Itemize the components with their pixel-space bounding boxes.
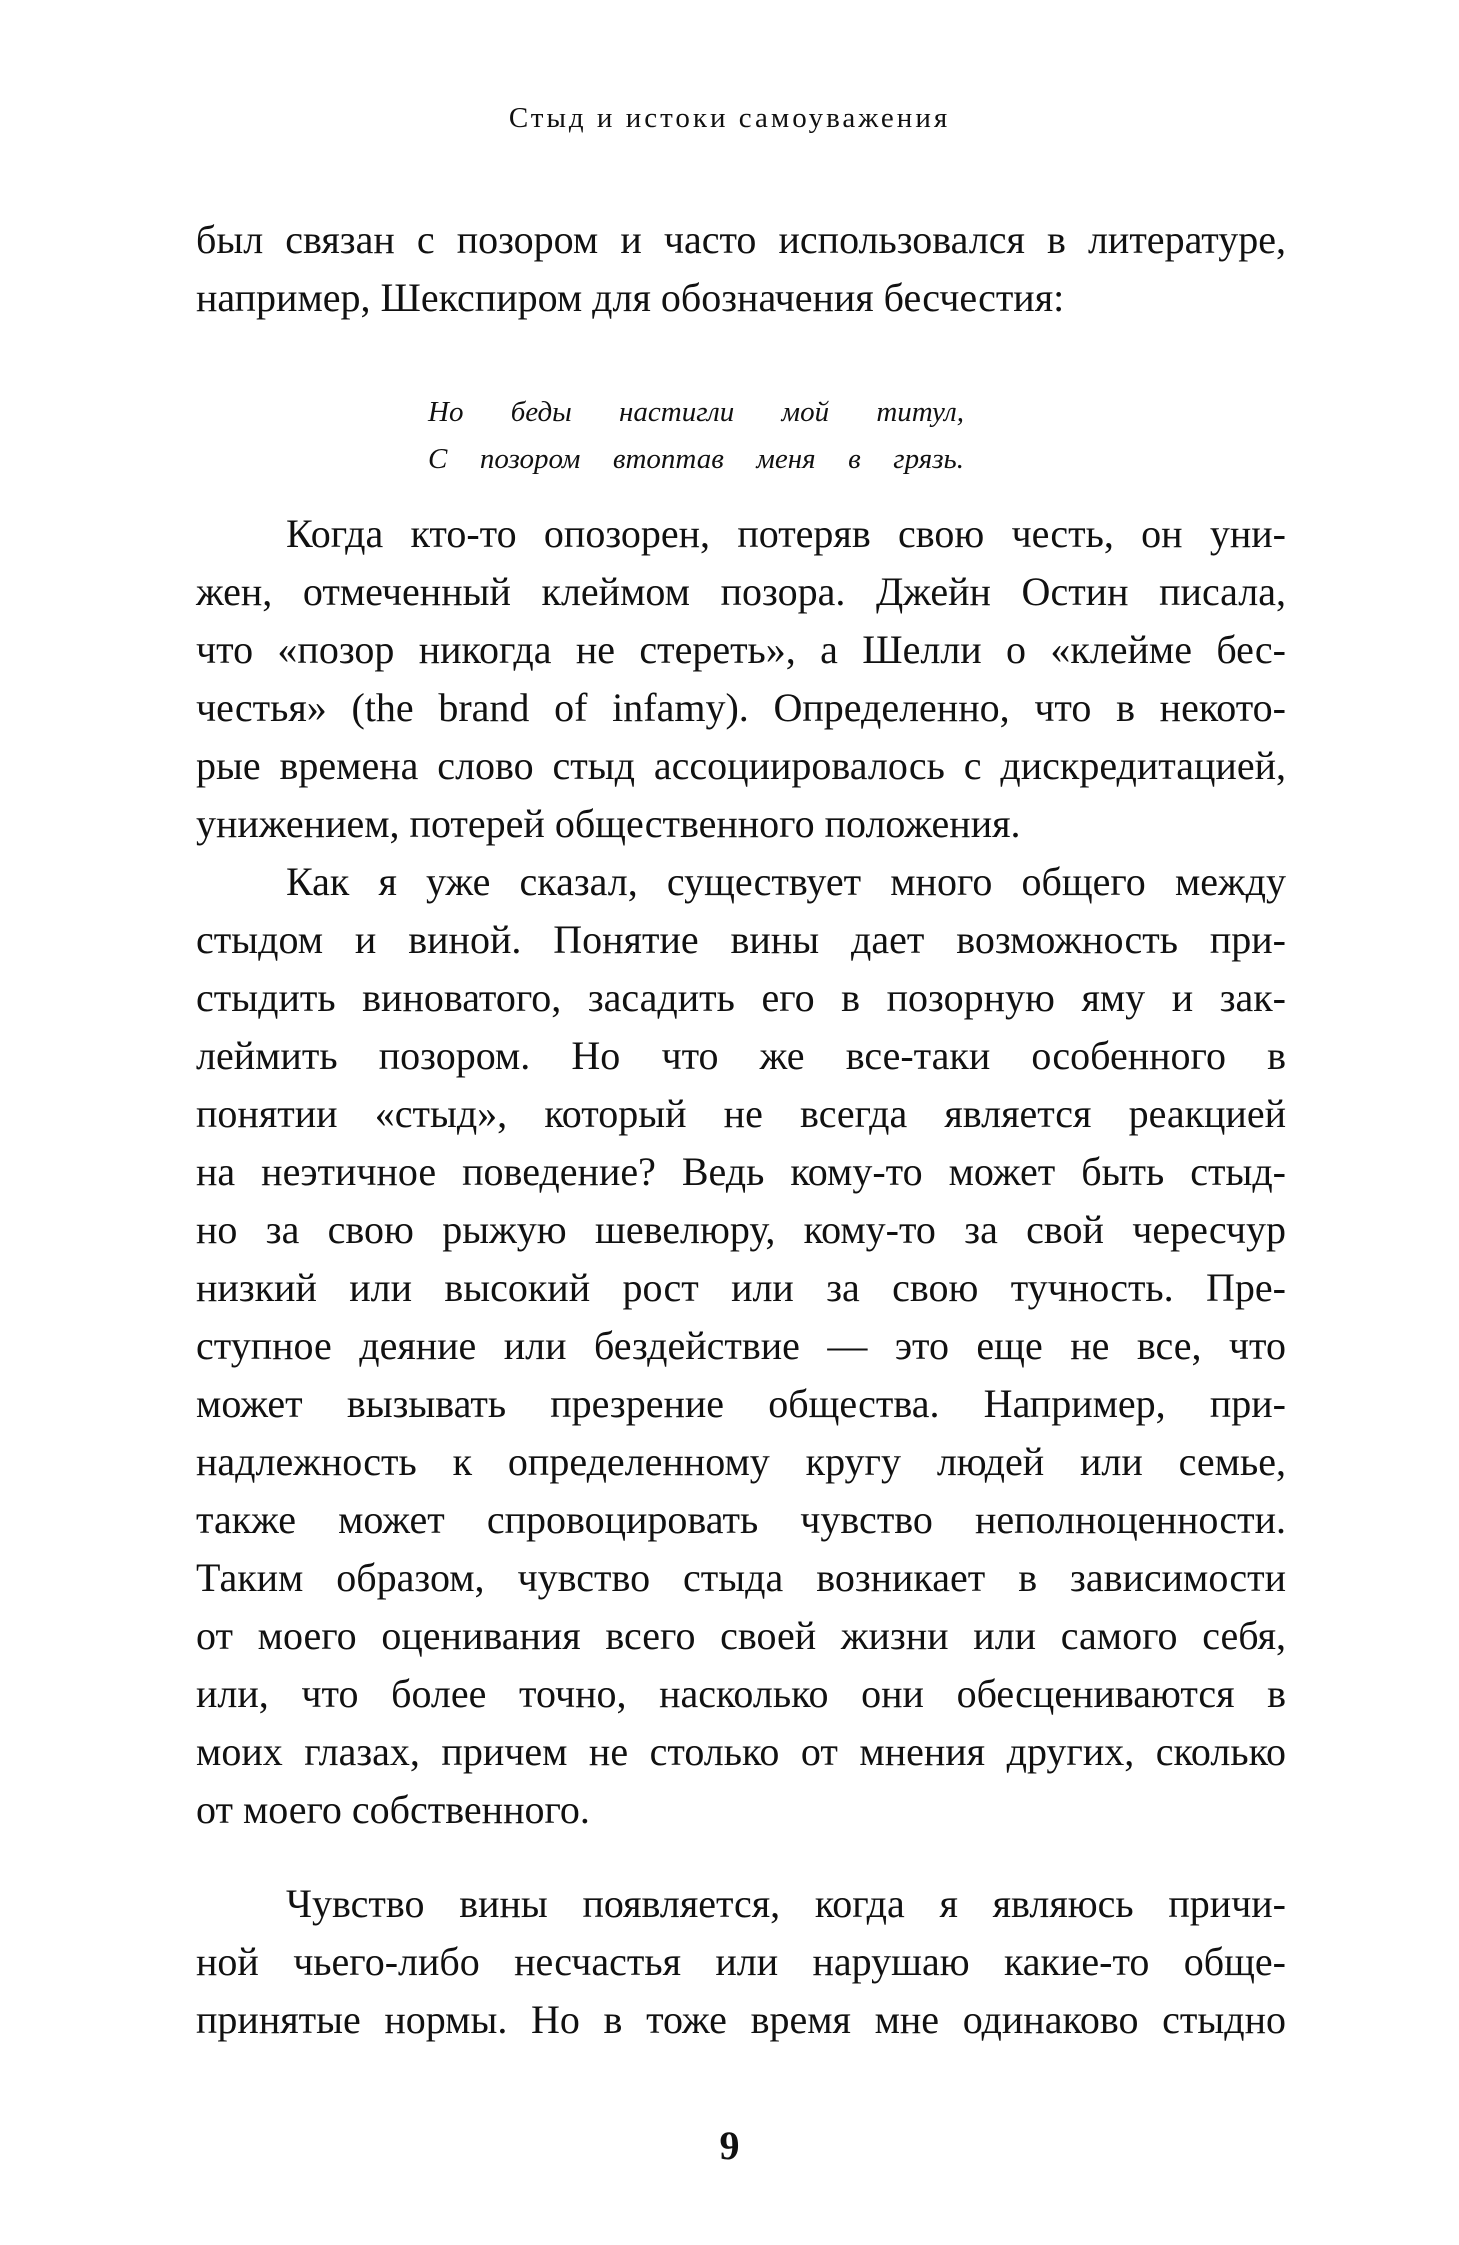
text-line: моих глазах, причем не столько от мнения других, сколько	[196, 1729, 1286, 1774]
text-line: также может спровоцировать чувство неполноценности.	[196, 1497, 1286, 1542]
text-line: надлежность к определенному кругу людей или семье,	[196, 1439, 1286, 1484]
verse-quote	[428, 389, 964, 483]
text-line: Как я уже сказал, существует много общего между	[286, 859, 1286, 904]
text-line: на неэтичное поведение? Ведь кому-то может быть стыд-	[196, 1149, 1286, 1194]
text-line: унижением, потерей общественного положения.	[196, 801, 1021, 846]
text-line: рые времена слово стыд ассоциировалось с дискредитацией,	[196, 743, 1286, 788]
paragraph-2	[196, 853, 1286, 1839]
text-line: низкий или высокий рост или за свою тучность. Пре-	[196, 1265, 1286, 1310]
text-line: Чувство вины появляется, когда я являюсь причи-	[286, 1881, 1286, 1926]
text-line: от моего собственного.	[196, 1787, 590, 1832]
text-line: например, Шекспиром для обозначения бесчестия:	[196, 275, 1065, 320]
verse-line: С позором втоптав меня в грязь.	[428, 443, 964, 475]
text-line: Когда кто-то опозорен, потеряв свою честь, он уни-	[286, 511, 1286, 556]
text-line: ступное деяние или бездействие — это еще не все, что	[196, 1323, 1286, 1368]
text-line: или, что более точно, насколько они обесцениваются в	[196, 1671, 1286, 1716]
paragraph-1	[196, 505, 1286, 853]
text-line: но за свою рыжую шевелюру, кому-то за свой чересчур	[196, 1207, 1286, 1252]
text-line: принятые нормы. Но в тоже время мне одинаково стыдно	[196, 1997, 1286, 2042]
text-line: Таким образом, чувство стыда возникает в зависимости	[196, 1555, 1286, 1600]
text-line: честья» (the brand of infamy). Определенно, что в некото-	[196, 685, 1286, 730]
text-line: понятии «стыд», который не всегда является реакцией	[196, 1091, 1286, 1136]
verse-line: Но беды настигли мой титул,	[428, 396, 964, 428]
paragraph-3	[196, 1875, 1286, 2049]
page-number: 9	[719, 2123, 740, 2168]
text-line: может вызывать презрение общества. Например, при-	[196, 1381, 1286, 1426]
text-line: был связан с позором и часто использовался в литературе,	[196, 217, 1286, 262]
text-line: стыдить виноватого, засадить его в позорную яму и зак-	[196, 975, 1286, 1020]
intro-paragraph	[196, 211, 1286, 327]
text-line: от моего оценивания всего своей жизни или самого себя,	[196, 1613, 1286, 1658]
running-head: Стыд и истоки самоуважения	[508, 102, 951, 134]
text-line: стыдом и виной. Понятие вины дает возможность при-	[196, 917, 1286, 962]
text-line: жен, отмеченный клеймом позора. Джейн Остин писала,	[196, 569, 1286, 614]
text-line: что «позор никогда не стереть», а Шелли о «клейме бес-	[196, 627, 1286, 672]
text-line: ной чьего-либо несчастья или нарушаю какие-то обще-	[196, 1939, 1286, 1984]
text-line: леймить позором. Но что же все-таки особенного в	[196, 1033, 1286, 1078]
